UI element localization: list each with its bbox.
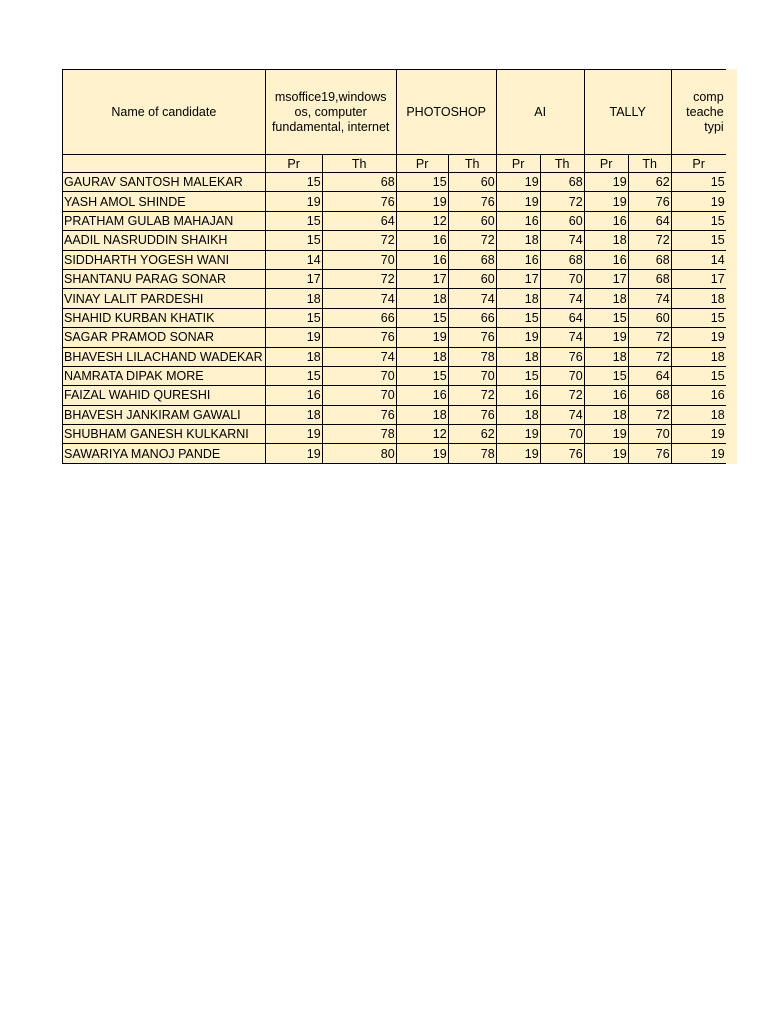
score-cell: 18	[265, 289, 322, 308]
score-cell: 16	[265, 386, 322, 405]
score-cell: 60	[628, 308, 671, 327]
subheader-row	[63, 155, 726, 173]
score-cell: 70	[540, 269, 584, 288]
score-cell: 76	[322, 328, 396, 347]
score-cell: 16	[584, 211, 628, 230]
score-cell: 70	[540, 425, 584, 444]
score-cell: 72	[322, 269, 396, 288]
score-cell: 74	[540, 405, 584, 424]
subheader-pr: Pr	[671, 155, 726, 173]
score-cell: 19	[396, 444, 448, 463]
table-row	[63, 405, 726, 424]
score-cell: 14	[671, 250, 726, 269]
score-cell: 70	[322, 250, 396, 269]
table-row	[63, 386, 726, 405]
score-cell: 74	[540, 328, 584, 347]
score-cell: 15	[265, 173, 322, 192]
score-cell: 18	[265, 405, 322, 424]
score-cell: 64	[628, 211, 671, 230]
score-cell: 80	[322, 444, 396, 463]
score-cell: 70	[628, 425, 671, 444]
score-cell: 15	[265, 308, 322, 327]
score-cell: 76	[448, 192, 496, 211]
header-name-of-candidate: Name of candidate	[63, 70, 266, 155]
score-cell: 78	[448, 347, 496, 366]
header-comp-teacher-typing: comp teache typi	[671, 70, 726, 155]
table-row	[63, 308, 726, 327]
subheader-pr: Pr	[584, 155, 628, 173]
score-cell: 17	[265, 269, 322, 288]
candidate-name-cell: AADIL NASRUDDIN SHAIKH	[63, 231, 266, 250]
header-msoffice: msoffice19,windows os, computer fundamental, internet	[265, 70, 396, 155]
score-cell: 15	[671, 231, 726, 250]
score-cell: 60	[448, 211, 496, 230]
marks-sheet	[62, 69, 726, 464]
candidate-name-cell: VINAY LALIT PARDESHI	[63, 289, 266, 308]
score-cell: 19	[671, 328, 726, 347]
score-cell: 16	[584, 250, 628, 269]
score-cell: 19	[396, 328, 448, 347]
score-cell: 76	[540, 347, 584, 366]
score-cell: 62	[448, 425, 496, 444]
subheader-empty	[63, 155, 266, 173]
score-cell: 16	[496, 211, 540, 230]
score-cell: 72	[628, 347, 671, 366]
score-cell: 60	[448, 173, 496, 192]
score-cell: 17	[671, 269, 726, 288]
score-cell: 18	[396, 289, 448, 308]
score-cell: 15	[265, 231, 322, 250]
score-cell: 18	[671, 347, 726, 366]
score-cell: 78	[322, 425, 396, 444]
candidate-name-cell: BHAVESH JANKIRAM GAWALI	[63, 405, 266, 424]
score-cell: 64	[628, 366, 671, 385]
candidate-name-cell: SHUBHAM GANESH KULKARNI	[63, 425, 266, 444]
candidate-name-cell: SAGAR PRAMOD SONAR	[63, 328, 266, 347]
candidate-name-cell: GAURAV SANTOSH MALEKAR	[63, 173, 266, 192]
score-cell: 78	[448, 444, 496, 463]
score-cell: 18	[584, 231, 628, 250]
marks-table	[62, 69, 726, 464]
table-row	[63, 211, 726, 230]
score-cell: 17	[396, 269, 448, 288]
score-cell: 16	[496, 386, 540, 405]
header-row	[63, 70, 726, 155]
score-cell: 16	[671, 386, 726, 405]
score-cell: 19	[496, 444, 540, 463]
subheader-pr: Pr	[265, 155, 322, 173]
score-cell: 68	[540, 250, 584, 269]
score-cell: 72	[322, 231, 396, 250]
score-cell: 72	[540, 386, 584, 405]
table-row	[63, 269, 726, 288]
header-ai: AI	[496, 70, 584, 155]
score-cell: 15	[496, 366, 540, 385]
candidate-name-cell: PRATHAM GULAB MAHAJAN	[63, 211, 266, 230]
score-cell: 60	[540, 211, 584, 230]
score-cell: 76	[322, 192, 396, 211]
score-cell: 19	[671, 425, 726, 444]
score-cell: 74	[628, 289, 671, 308]
score-cell: 18	[265, 347, 322, 366]
score-cell: 18	[584, 289, 628, 308]
score-cell: 19	[584, 173, 628, 192]
score-cell: 19	[265, 444, 322, 463]
score-cell: 64	[540, 308, 584, 327]
score-cell: 18	[396, 405, 448, 424]
score-cell: 68	[628, 386, 671, 405]
score-cell: 15	[584, 308, 628, 327]
score-cell: 14	[265, 250, 322, 269]
score-cell: 19	[584, 444, 628, 463]
score-cell: 72	[628, 328, 671, 347]
score-cell: 72	[448, 231, 496, 250]
score-cell: 19	[584, 425, 628, 444]
subheader-th: Th	[448, 155, 496, 173]
candidate-name-cell: YASH AMOL SHINDE	[63, 192, 266, 211]
score-cell: 19	[496, 192, 540, 211]
subheader-th: Th	[540, 155, 584, 173]
score-cell: 70	[540, 366, 584, 385]
score-cell: 70	[322, 366, 396, 385]
score-cell: 15	[496, 308, 540, 327]
score-cell: 18	[671, 405, 726, 424]
score-cell: 18	[496, 231, 540, 250]
score-cell: 70	[448, 366, 496, 385]
score-cell: 16	[496, 250, 540, 269]
table-body	[63, 173, 726, 464]
subheader-th: Th	[628, 155, 671, 173]
table-row	[63, 425, 726, 444]
candidate-name-cell: NAMRATA DIPAK MORE	[63, 366, 266, 385]
score-cell: 72	[628, 405, 671, 424]
score-cell: 16	[396, 386, 448, 405]
score-cell: 12	[396, 425, 448, 444]
score-cell: 72	[628, 231, 671, 250]
score-cell: 74	[322, 347, 396, 366]
score-cell: 15	[584, 366, 628, 385]
score-cell: 74	[540, 289, 584, 308]
table-row	[63, 231, 726, 250]
score-cell: 66	[322, 308, 396, 327]
candidate-name-cell: SHANTANU PARAG SONAR	[63, 269, 266, 288]
table-row	[63, 444, 726, 463]
score-cell: 12	[396, 211, 448, 230]
score-cell: 15	[265, 211, 322, 230]
table-row	[63, 250, 726, 269]
score-cell: 16	[584, 386, 628, 405]
score-cell: 76	[448, 328, 496, 347]
score-cell: 18	[496, 289, 540, 308]
score-cell: 76	[448, 405, 496, 424]
candidate-name-cell: SIDDHARTH YOGESH WANI	[63, 250, 266, 269]
header-photoshop: PHOTOSHOP	[396, 70, 496, 155]
score-cell: 15	[396, 173, 448, 192]
score-cell: 16	[396, 250, 448, 269]
score-cell: 19	[396, 192, 448, 211]
candidate-name-cell: BHAVESH LILACHAND WADEKAR	[63, 347, 266, 366]
score-cell: 18	[496, 347, 540, 366]
score-cell: 62	[628, 173, 671, 192]
score-cell: 15	[671, 211, 726, 230]
score-cell: 74	[540, 231, 584, 250]
score-cell: 66	[448, 308, 496, 327]
score-cell: 19	[265, 192, 322, 211]
score-cell: 18	[496, 405, 540, 424]
score-cell: 18	[584, 405, 628, 424]
score-cell: 74	[322, 289, 396, 308]
score-cell: 15	[396, 308, 448, 327]
score-cell: 17	[496, 269, 540, 288]
candidate-name-cell: SHAHID KURBAN KHATIK	[63, 308, 266, 327]
score-cell: 74	[448, 289, 496, 308]
score-cell: 17	[584, 269, 628, 288]
score-cell: 76	[322, 405, 396, 424]
score-cell: 72	[448, 386, 496, 405]
score-cell: 76	[628, 444, 671, 463]
candidate-name-cell: FAIZAL WAHID QURESHI	[63, 386, 266, 405]
table-row	[63, 366, 726, 385]
score-cell: 15	[671, 308, 726, 327]
header-tally: TALLY	[584, 70, 671, 155]
subheader-pr: Pr	[396, 155, 448, 173]
score-cell: 68	[448, 250, 496, 269]
score-cell: 76	[628, 192, 671, 211]
score-cell: 64	[322, 211, 396, 230]
table-row	[63, 192, 726, 211]
score-cell: 19	[496, 173, 540, 192]
score-cell: 68	[322, 173, 396, 192]
score-cell: 15	[671, 173, 726, 192]
score-cell: 19	[265, 425, 322, 444]
candidate-name-cell: SAWARIYA MANOJ PANDE	[63, 444, 266, 463]
score-cell: 15	[671, 366, 726, 385]
score-cell: 76	[540, 444, 584, 463]
table-row	[63, 173, 726, 192]
score-cell: 19	[584, 192, 628, 211]
score-cell: 72	[540, 192, 584, 211]
table-row	[63, 289, 726, 308]
score-cell: 15	[265, 366, 322, 385]
score-cell: 60	[448, 269, 496, 288]
score-cell: 19	[671, 192, 726, 211]
score-cell: 18	[396, 347, 448, 366]
table-row	[63, 328, 726, 347]
score-cell: 18	[671, 289, 726, 308]
score-cell: 16	[396, 231, 448, 250]
table-row	[63, 347, 726, 366]
score-cell: 70	[322, 386, 396, 405]
score-cell: 19	[265, 328, 322, 347]
subheader-th: Th	[322, 155, 396, 173]
subheader-pr: Pr	[496, 155, 540, 173]
score-cell: 68	[540, 173, 584, 192]
score-cell: 15	[396, 366, 448, 385]
score-cell: 19	[496, 425, 540, 444]
score-cell: 68	[628, 250, 671, 269]
score-cell: 19	[671, 444, 726, 463]
score-cell: 19	[584, 328, 628, 347]
score-cell: 68	[628, 269, 671, 288]
score-cell: 18	[584, 347, 628, 366]
score-cell: 19	[496, 328, 540, 347]
